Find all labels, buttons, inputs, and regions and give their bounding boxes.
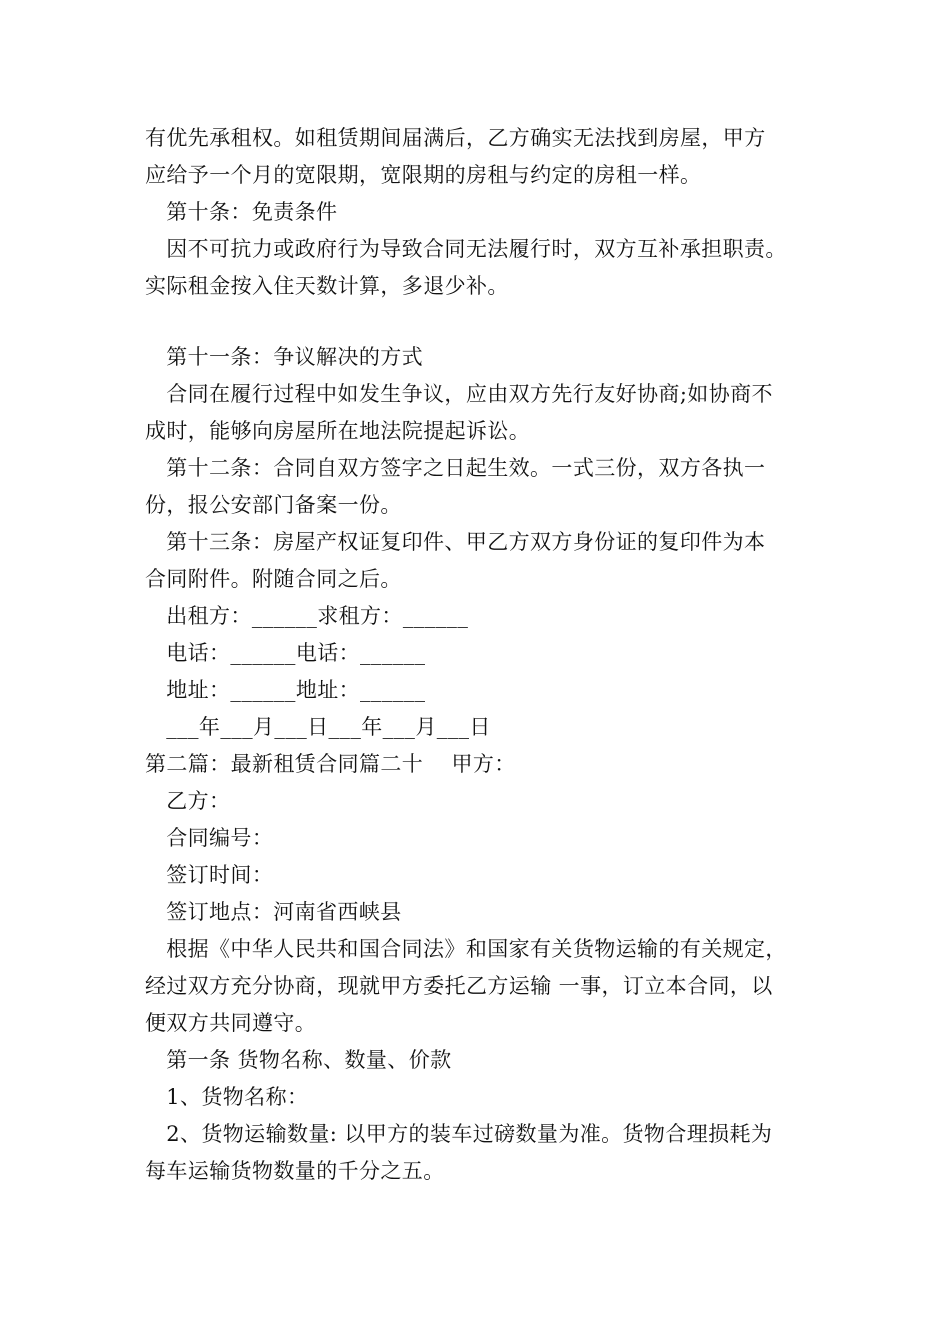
text-line: 根据《中华人民共和国合同法》和国家有关货物运输的有关规定， — [145, 937, 787, 961]
text-line: 第十三条：房屋产权证复印件、甲乙方双方身份证的复印件为本 — [145, 530, 766, 554]
signature-line-parties: 出租方：______求租方：______ — [145, 604, 469, 628]
text-line: 签订地点：河南省西峡县 — [145, 900, 402, 924]
text-line: 成时，能够向房屋所在地法院提起诉讼。 — [145, 419, 531, 443]
text-line: 2、货物运输数量: 以甲方的装车过磅数量为准。货物合理损耗为 — [145, 1122, 773, 1146]
text-line: 合同附件。附随合同之后。 — [145, 567, 402, 591]
signature-line-date: ___年___月___日___年___月___日 — [145, 715, 491, 739]
text-line: 合同在履行过程中如发生争议，应由双方先行友好协商;如协商不 — [145, 382, 773, 406]
text-line: 每车运输货物数量的千分之五。 — [145, 1159, 445, 1183]
text-line: 实际租金按入住天数计算，多退少补。 — [145, 274, 509, 298]
text-line: 乙方： — [145, 789, 231, 813]
text-line: 第十二条：合同自双方签字之日起生效。一式三份，双方各执一 — [145, 456, 766, 480]
text-line: 因不可抗力或政府行为导致合同无法履行时，双方互补承担职责。 — [145, 237, 787, 261]
section-heading: 第十条：免责条件 — [145, 200, 338, 224]
text-line: 份，报公安部门备案一份。 — [145, 493, 402, 517]
text-line: 经过双方充分协商，现就甲方委托乙方运输 一事，订立本合同，以 — [145, 974, 773, 998]
signature-line-phone: 电话：______电话：______ — [145, 641, 426, 665]
section-heading: 第十一条：争议解决的方式 — [145, 345, 424, 369]
text-line: 合同编号： — [145, 826, 274, 850]
text-line: 应给予一个月的宽限期，宽限期的房租与约定的房租一样。 — [145, 163, 702, 187]
section-heading: 第一条 货物名称、数量、价款 — [145, 1048, 452, 1072]
text-line: 便双方共同遵守。 — [145, 1011, 317, 1035]
text-line: 有优先承租权。如租赁期间届满后，乙方确实无法找到房屋，甲方 — [145, 126, 766, 150]
signature-line-address: 地址：______地址：______ — [145, 678, 426, 702]
text-line: 1、货物名称： — [145, 1085, 309, 1109]
chapter-heading: 第二篇：最新租赁合同篇二十 甲方： — [145, 752, 516, 776]
text-line: 签订时间： — [145, 863, 274, 887]
